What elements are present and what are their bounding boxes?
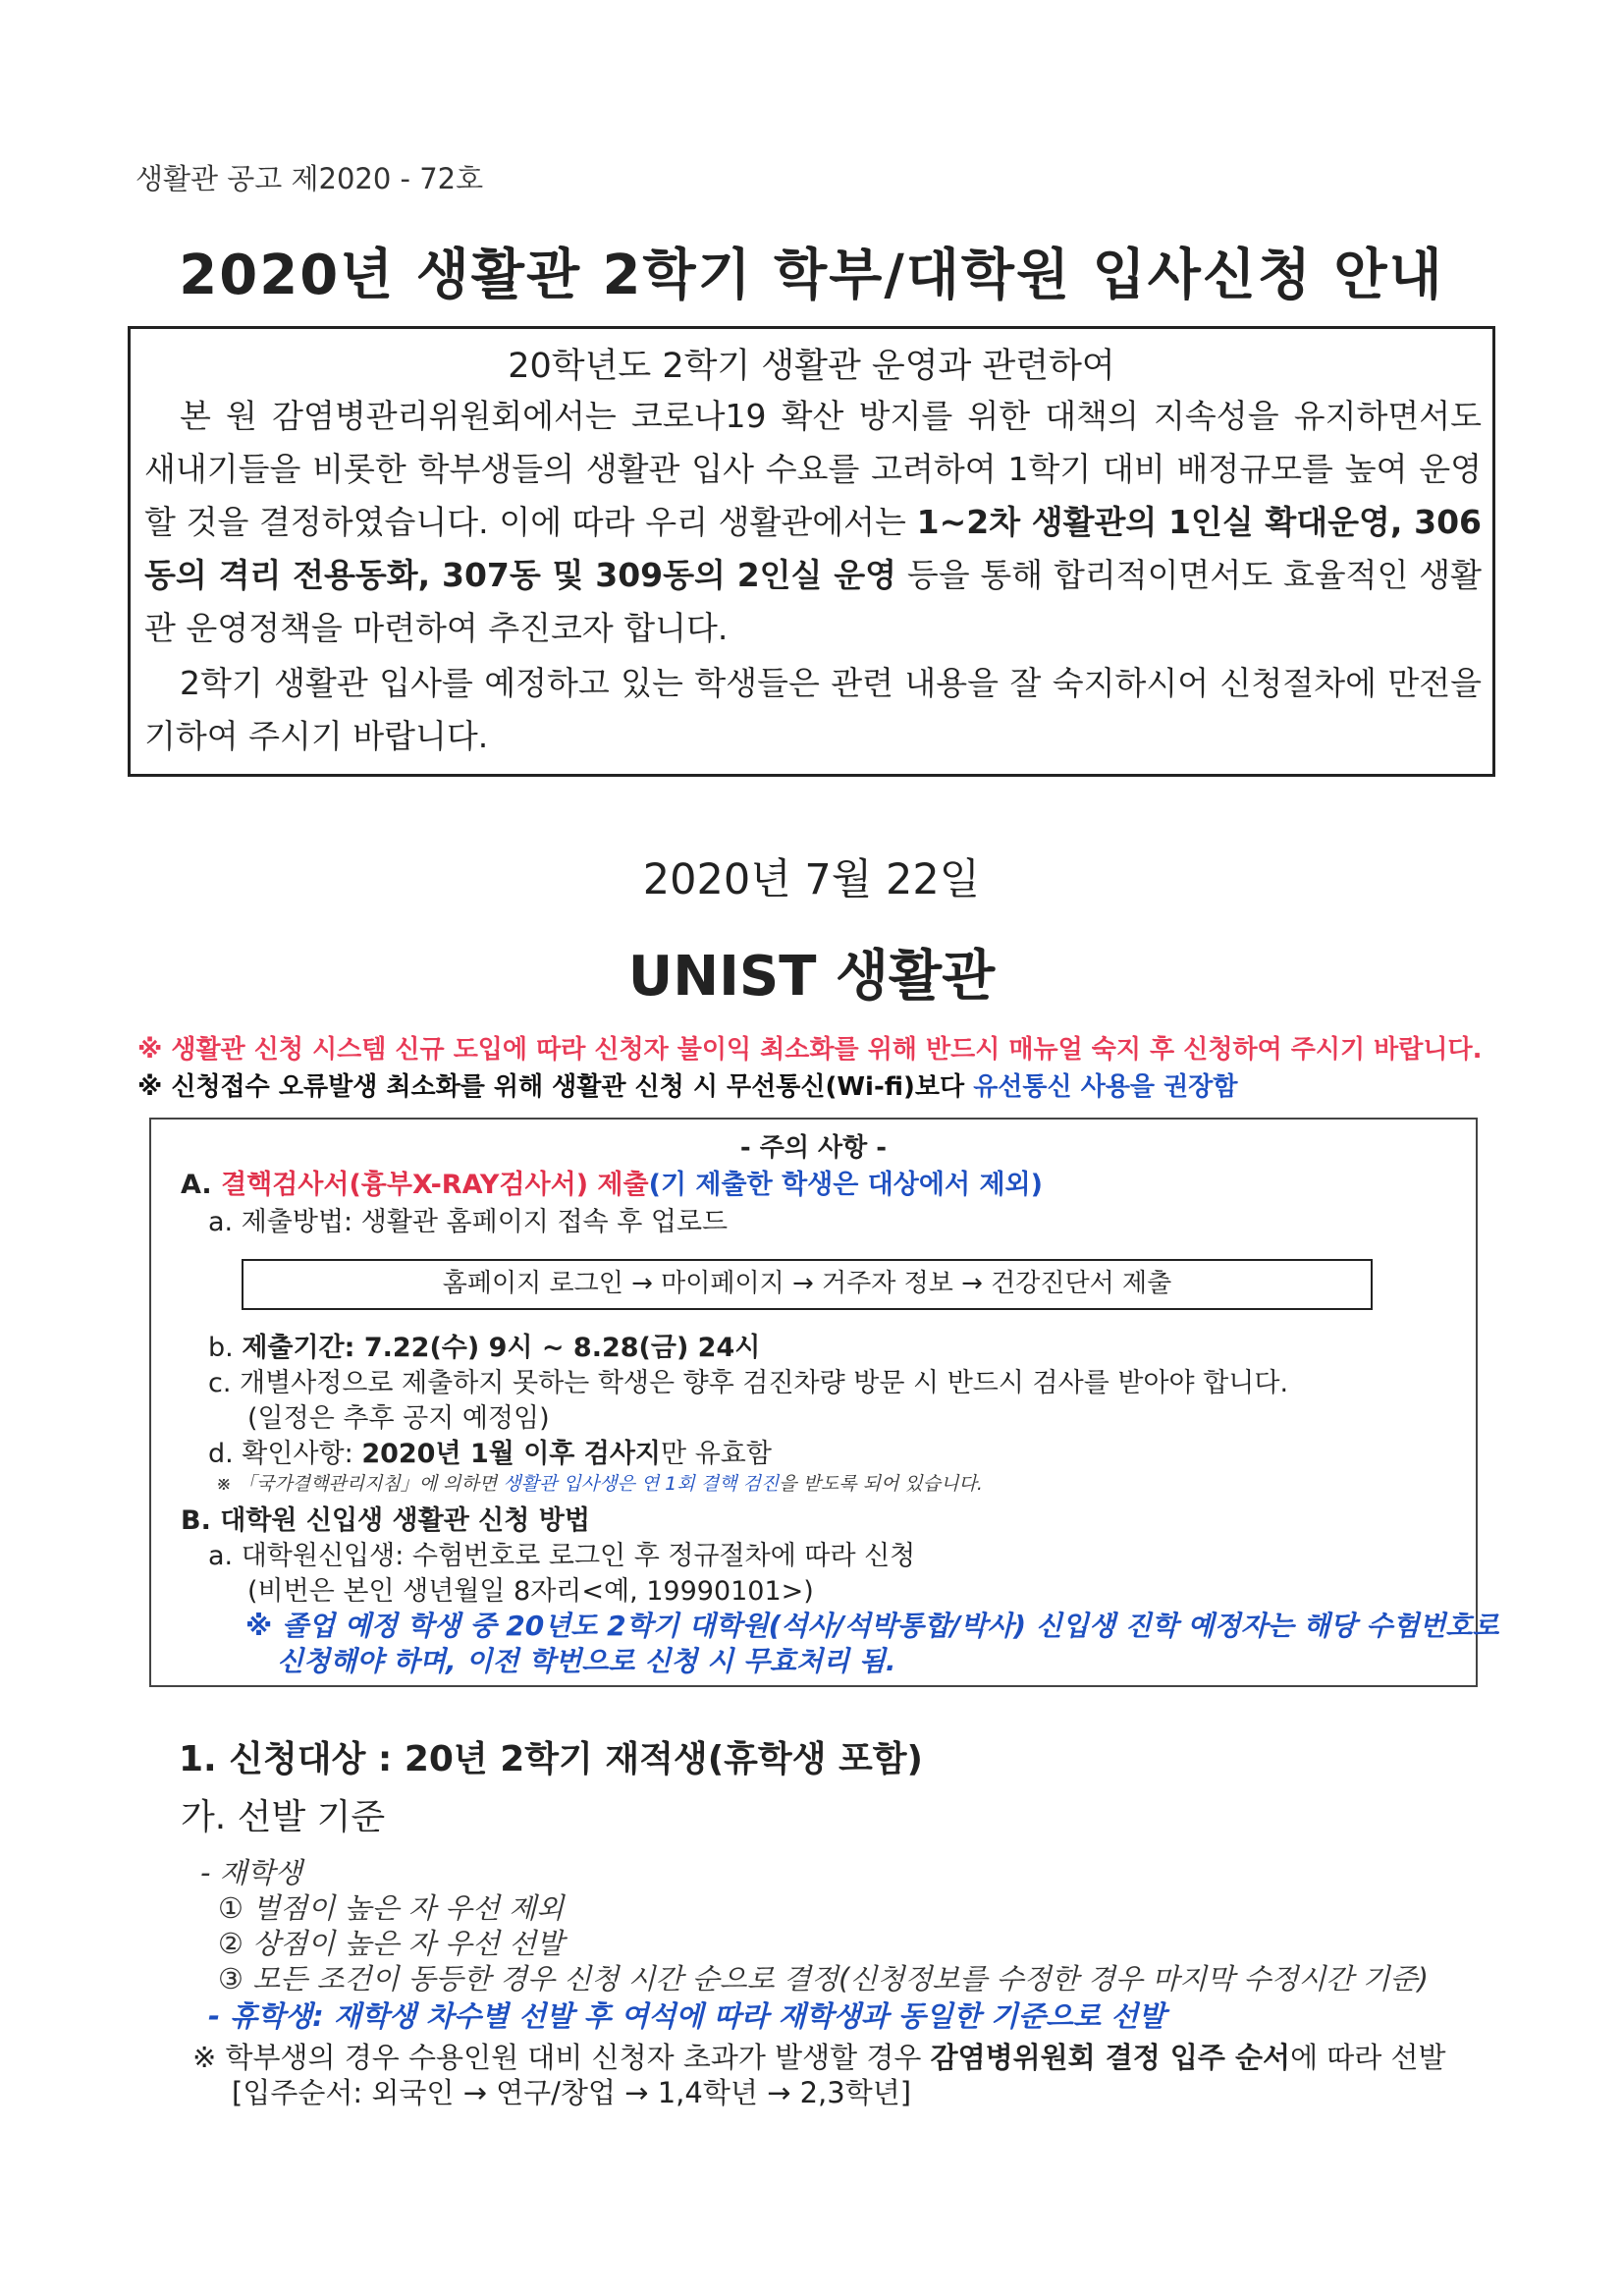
- warning-manual: ※ 생활관 신청 시스템 신규 도입에 따라 신청자 불이익 최소화를 위해 반드시 매뉴얼 숙지 후 신청하여 주시기 바랍니다.: [137, 1035, 1483, 1065]
- intro-text: 본 원 감염병관리위원회에서는 코로나19 확산 방지를 위한 대책의 지속성을 유지하면서도 새내기들을 비롯한 학부생들의 생활관 입사 수요를 고려하여 1학기 대비 배정규모를 높여 운영할 것을 결정하였습니다. 이에 따라 우리 생활관에서는: [144, 397, 1482, 541]
- section-1-title: 1. 신청대상 : 20년 2학기 재적생(휴학생 포함): [179, 1739, 924, 1779]
- move-in-order: [입주순서: 외국인 → 연구/창업 → 1,4학년 → 2,3학년]: [232, 2076, 912, 2109]
- tb-guideline-note: [216, 1469, 983, 1496]
- caution-c2: (일정은 추후 공지 예정임): [247, 1403, 550, 1434]
- intro-paragraph-2: 2학기 생활관 입사를 예정하고 있는 학생들은 관련 내용을 잘 숙지하시어 신청절차에 만전을 기하여 주시기 바랍니다.: [144, 664, 1482, 755]
- caution-b: [208, 1326, 760, 1364]
- caution-box: [149, 1118, 1499, 1687]
- caution-d-end: 만 유효함: [661, 1439, 772, 1469]
- organization-name: UNIST 생활관: [627, 945, 996, 1009]
- leave-student-criteria: - 휴학생: 재학생 차수별 선발 후 여석에 따라 재학생과 동일한 기준으로 선발: [208, 1999, 1166, 2033]
- law-end: 을 받도록 되어 있습니다.: [779, 1473, 983, 1495]
- selection-criteria-heading: 가. 선발 기준: [181, 1797, 386, 1837]
- page-title: 2020년 생활관 2학기 학부/대학원 입사신청 안내: [179, 244, 1444, 307]
- notice-number: 생활관 공고 제2020 - 72호: [135, 162, 484, 195]
- caution-item-a: [181, 1163, 1043, 1201]
- notice-date: 2020년 7월 22일: [642, 855, 981, 904]
- note-text: ※ 학부생의 경우 수용인원 대비 신청자 초과가 발생할 경우: [192, 2041, 931, 2074]
- caution-b1: a. 대학원신입생: 수험번호로 로그인 후 정규절차에 따라 신청: [208, 1541, 916, 1571]
- criteria-3: ③ 모든 조건이 동등한 경우 신청 시간 순으로 결정(신청정보를 수정한 경우 마지막 수정시간 기준): [218, 1962, 1429, 1995]
- caution-b4: 신청해야 하며, 이전 학번으로 신청 시 무효처리 됨.: [277, 1645, 896, 1677]
- intro-emphasis: 1~2차 생활관의 1인실 확대운영, 306동의 격리 전용동화, 307동 및 309동의 2인실 운영: [144, 503, 1483, 594]
- caution-c1: c. 개별사정으로 제출하지 못하는 학생은 향후 검진차량 방문 시 반드시 검사를 받아야 합니다.: [208, 1368, 1289, 1398]
- criteria-1: ① 벌점이 높은 자 우선 제외: [218, 1891, 565, 1925]
- enrolled-label: - 재학생: [200, 1856, 302, 1889]
- item-a-blue: (기 제출한 학생은 대상에서 제외): [648, 1170, 1043, 1200]
- submission-path-box: 홈페이지 로그인 → 마이페이지 → 거주자 정보 → 건강진단서 제출: [242, 1259, 1373, 1310]
- note-end: 에 따라 선발: [1290, 2041, 1446, 2074]
- intro-paragraph-1: [144, 390, 1482, 655]
- caution-b-label: b.: [208, 1333, 243, 1363]
- item-a-label: A.: [181, 1170, 222, 1200]
- caution-title: - 주의 사항 -: [739, 1133, 888, 1163]
- submission-period: 제출기간: 7.22(수) 9시 ~ 8.28(금) 24시: [242, 1333, 761, 1363]
- undergrad-note: [192, 2036, 1446, 2076]
- caution-item-b: B. 대학원 신입생 생활관 신청 방법: [181, 1505, 590, 1536]
- item-a-red: 결핵검사서(흉부X-RAY검사서) 제출: [221, 1170, 649, 1200]
- note-emphasis: 감염병위원회 결정 입주 순서: [930, 2041, 1291, 2074]
- caution-d: [208, 1432, 772, 1470]
- law-text: ※ 「국가결핵관리지침」에 의하면: [216, 1473, 504, 1495]
- intro-heading: 20학년도 2학기 생활관 운영과 관련하여: [508, 347, 1115, 386]
- criteria-2: ② 상점이 높은 자 우선 선발: [218, 1927, 565, 1960]
- intro-text-end: 등을 통해 합리적이면서도 효율적인 생활관 운영정책을 마련하여 추진코자 합니다.: [144, 556, 1482, 647]
- warning-network: [137, 1066, 1237, 1103]
- caution-a1: a. 제출방법: 생활관 홈페이지 접속 후 업로드: [208, 1207, 729, 1237]
- caution-b2: (비번은 본인 생년월일 8자리<예, 19990101>): [247, 1576, 814, 1607]
- warning-network-text: ※ 신청접수 오류발생 최소화를 위해 생활관 신청 시 무선통신(Wi-fi)보다: [137, 1072, 974, 1102]
- caution-d-text: d. 확인사항:: [208, 1439, 362, 1469]
- law-emphasis: 생활관 입사생은 연 1회 결핵 검진: [503, 1473, 780, 1495]
- caution-b3: ※ 졸업 예정 학생 중 20년도 2학기 대학원(석사/석박통합/박사) 신입생 진학 예정자는 해당 수험번호로: [245, 1610, 1499, 1642]
- caution-d-emphasis: 2020년 1월 이후 검사지: [361, 1439, 662, 1469]
- intro-box: [128, 326, 1495, 777]
- warning-network-emphasis: 유선통신 사용을 권장함: [973, 1072, 1238, 1102]
